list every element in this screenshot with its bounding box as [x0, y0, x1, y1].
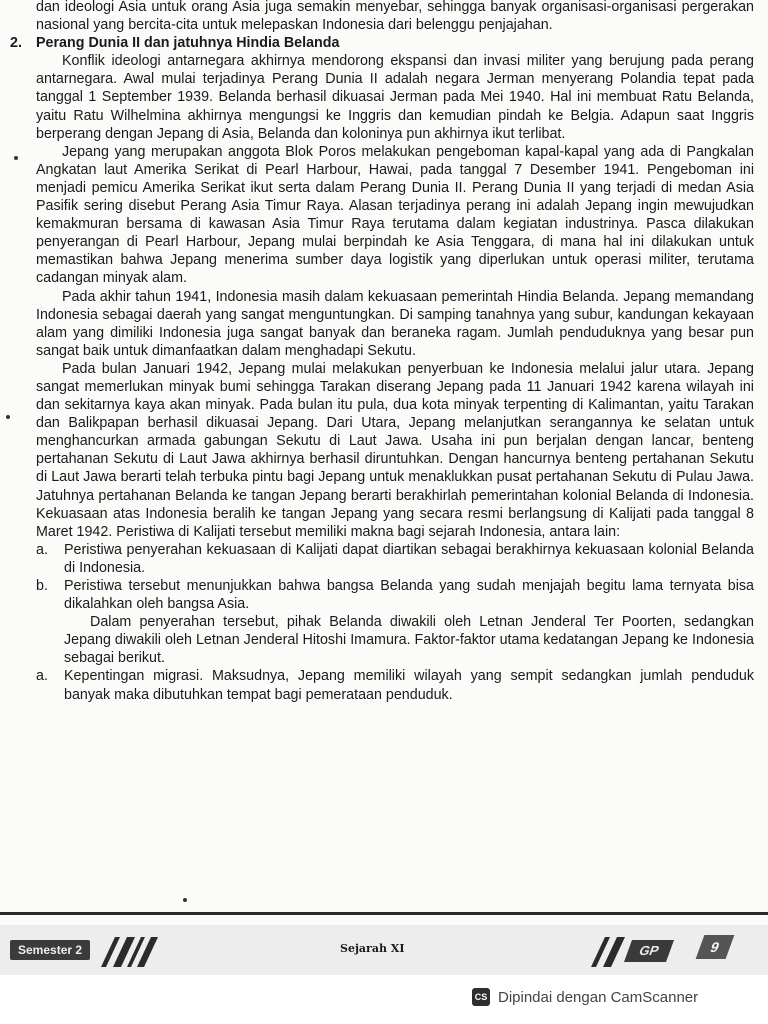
list-item-text: Kepentingan migrasi. Maksudnya, Jepang memiliki wilayah yang sempit sedangkan jumlah penduduk banyak maka dibutuhkan tempat bagi pemerataan penduduk.: [64, 668, 754, 703]
paragraph-3: Pada akhir tahun 1941, Indonesia masih dalam kekuasaan pemerintah Hindia Belanda. Jepang memandang Indonesia sebagai daerah yang sangat menguntungkan. Di samping tanahnya yang subur, kandungan kekayaan alam yang dimiliki Indonesia juga sangat banyak dan beraneka ragam. Jumlah penduduknya yang besar pun sangat baik untuk dimanfaatkan dalam menghadapi Sekutu.: [36, 288, 754, 359]
list-item-text: Peristiwa tersebut menunjukkan bahwa bangsa Belanda yang sudah menjajah begitu lama ternyata bisa dikalahkan oleh bangsa Asia.: [64, 578, 754, 613]
camscanner-icon: CS: [472, 988, 490, 1006]
scanner-label: Dipindai dengan CamScanner: [498, 988, 699, 1006]
publisher-logo: GP: [624, 940, 674, 962]
paragraph-5: Dalam penyerahan tersebut, pihak Belanda diwakili oleh Letnan Jenderal Ter Poorten, sedangkan Jepang diwakili oleh Letnan Jenderal Hitoshi Imamura. Faktor-faktor utama kedatangan Jepang ke Indonesia sebagai berikut.: [64, 614, 754, 667]
scan-speck: [6, 415, 10, 419]
list-item: [10, 577, 754, 613]
list-item-text: Peristiwa penyerahan kekuasaan di Kalijati dapat diartikan sebagai berakhirnya kekuasaan kolonial Belanda di Indonesia.: [64, 541, 754, 576]
semester-badge: Semester 2: [10, 940, 90, 960]
page-content: [10, 0, 754, 704]
list-item: [10, 541, 754, 577]
footer-rule: [0, 912, 768, 915]
list-item-label: b.: [36, 578, 48, 594]
section-heading: [10, 34, 754, 52]
list-item: [10, 667, 754, 703]
paragraph-2: Jepang yang merupakan anggota Blok Poros melakukan pengeboman kapal-kapal yang ada di Pangkalan Angkatan laut Amerika Serikat di Pearl Harbour, Hawai, pada tanggal 7 Desember 1941. Pengeboman ini menjadi pemicu Amerika Serikat ikut serta dalam Perang Dunia II. Perang Dunia II yang terjadi di medan Asia Pasifik sering disebut Perang Asia Timur Raya. Alasan terjadinya perang ini adalah Jepang ingin mewujudkan kemakmuran bersama di kawasan Asia Timur Raya terutama dalam kegiatan industrinya. Pasca dilakukan penyerangan di Pearl Harbour, Jepang mulai berpindah ke Asia Tenggara, di mana hal ini dilakukan untuk memastikan bahwa Jepang menerima sumber daya logistik yang diperlukan untuk operasi militer, terutama cadangan minyak alam.: [36, 143, 754, 287]
subject-label: Sejarah XI: [340, 942, 405, 955]
scan-speck: [14, 156, 18, 160]
paragraph-1: Konflik ideologi antarnegara akhirnya mendorong ekspansi dan invasi militer yang berujung pada perang antarnegara. Awal mulai terjadinya Perang Dunia II adalah negara Jerman menyerang Polandia tepat pada tanggal 1 September 1939. Belanda berhasil dikuasai Jerman pada Mei 1940. Hal ini membuat Ratu Belanda, yaitu Ratu Wilhelmina akhirnya mengungsi ke Inggris dan kemudian pindah ke Belgia. Adapun saat Inggris berperang dengan Jepang di Asia, Belanda dan koloninya pun akhirnya ikut terlibat.: [36, 53, 754, 142]
page-number: 9: [696, 935, 735, 959]
section-number: 2.: [10, 35, 22, 52]
scan-speck: [183, 898, 187, 902]
scanner-watermark: [472, 982, 698, 1012]
list-item-label: a.: [36, 541, 48, 558]
section-title: Perang Dunia II dan jatuhnya Hindia Belanda: [36, 35, 340, 52]
intro-continuation: dan ideologi Asia untuk orang Asia juga semakin menyebar, sehingga banyak organisasi-organisasi pergerakan nasional yang bercita-cita untuk melepaskan Indonesia dari belenggu penjajahan.: [36, 0, 754, 34]
page-footer: [0, 925, 768, 975]
paragraph-4: Pada bulan Januari 1942, Jepang mulai melakukan penyerbuan ke Indonesia melalui jalur utara. Jepang sangat memerlukan minyak bumi sehingga Tarakan diserang Jepang pada 11 Januari 1942 karena wilayah ini dan sekitarnya kaya akan minyak. Pada bulan itu pula, dua kota minyak terpenting di Kalimantan, yaitu Tarakan dan Balikpapan berhasil dikuasai Jepang. Dari Utara, Jepang melanjutkan serangannya ke selatan untuk menghancurkan armada gabungan Sekutu di Laut Jawa. Usaha ini pun berjalan dengan lancar, benteng pertahanan Sekutu di Laut Jawa akhirnya berhasil diruntuhkan. Dengan hancurnya benteng pertahanan Sekutu di Laut Jawa berarti telah terbuka pintu bagi Jepang untuk menaklukkan pusat pertahanan Sekutu di Pulau Jawa. Jatuhnya pertahanan Belanda ke tangan Jepang berarti berakhirlah pemerintahan kolonial Belanda di Indonesia. Kekuasaan atas Indonesia beralih ke tangan Jepang yang secara resmi berlangsung di Kalijati pada tanggal 8 Maret 1942. Peristiwa di Kalijati tersebut memiliki makna bagi sejarah Indonesia, antara lain:: [36, 360, 754, 540]
list-item-label: a.: [36, 668, 48, 685]
